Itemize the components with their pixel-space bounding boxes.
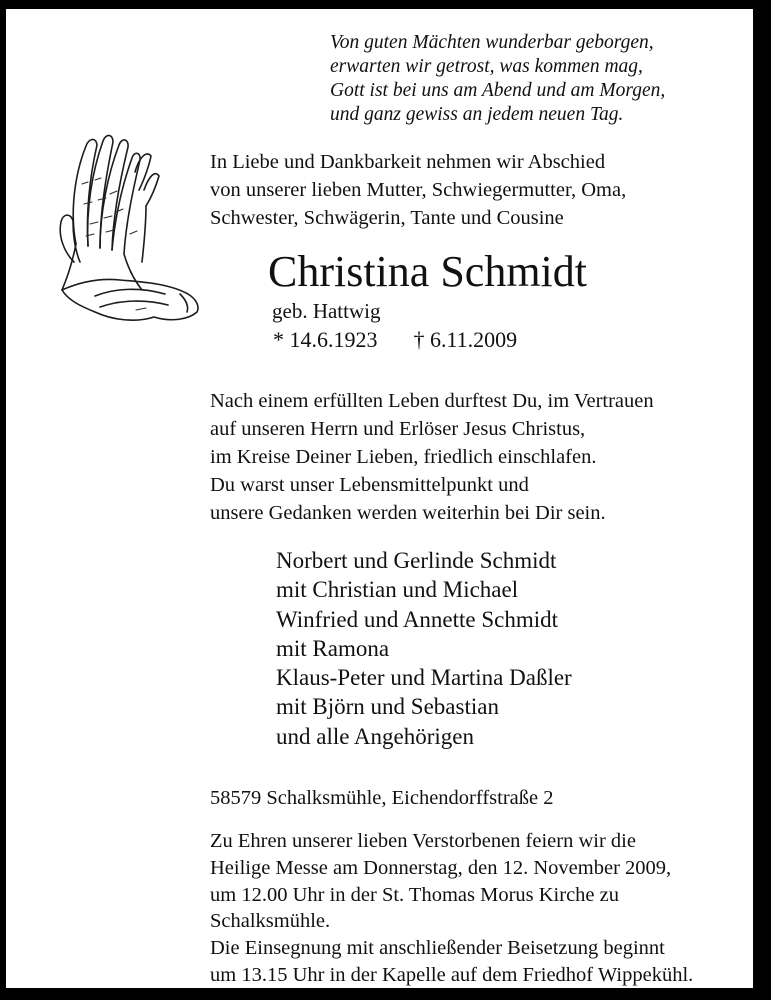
deceased-name: Christina Schmidt: [268, 247, 587, 296]
verse-line: erwarten wir getrost, was kommen mag,: [330, 56, 643, 77]
mourner-line: mit Björn und Sebastian: [276, 694, 499, 720]
intro-line: In Liebe und Dankbarkeit nehmen wir Abschied: [210, 151, 606, 173]
intro-text: [210, 148, 626, 232]
service-line: Zu Ehren unserer lieben Verstorbenen feiern wir die: [210, 830, 636, 852]
praying-hands-illustration: [40, 114, 212, 332]
service-line: Heilige Messe am Donnerstag, den 12. November 2009,: [210, 856, 672, 879]
praying-hands-icon: [40, 114, 212, 332]
verse-line: und ganz gewiss an jedem neuen Tag.: [330, 104, 624, 125]
tribute-paragraph-1: [210, 387, 654, 471]
intro-line: von unserer lieben Mutter, Schwiegermutter, Oma,: [210, 179, 627, 201]
tribute-line: unsere Gedanken werden weiterhin bei Dir sein.: [210, 502, 606, 524]
mourner-line: und alle Angehörigen: [276, 723, 475, 749]
tribute-paragraph-2: [210, 471, 606, 527]
service-line: um 12.00 Uhr in der St. Thomas Morus Kirche zu: [210, 883, 619, 906]
mourner-line: Winfried und Annette Schmidt: [276, 606, 559, 632]
mourner-line: mit Christian und Michael: [276, 577, 519, 603]
life-dates: [273, 327, 517, 353]
opening-verse: [330, 31, 665, 127]
service-details: [210, 828, 693, 989]
service-line: Die Einsegnung mit anschließender Beisetzung beginnt: [210, 937, 665, 960]
tribute-line: Nach einem erfüllten Leben durftest Du, im Vertrauen: [210, 390, 654, 412]
birth-date: * 14.6.1923: [273, 327, 378, 352]
service-line: Schalksmühle.: [210, 910, 331, 933]
death-date: † 6.11.2009: [413, 327, 518, 352]
service-line: um 13.15 Uhr in der Kapelle auf dem Friedhof Wippekühl.: [210, 963, 694, 986]
intro-line: Schwester, Schwägerin, Tante und Cousine: [210, 207, 564, 229]
verse-line: Von guten Mächten wunderbar geborgen,: [330, 32, 654, 53]
tribute-line: auf unseren Herrn und Erlöser Jesus Christus,: [210, 418, 586, 440]
tribute-line: Du warst unser Lebensmittelpunkt und: [210, 474, 529, 496]
mourners-list: [276, 546, 572, 751]
verse-line: Gott ist bei uns am Abend und am Morgen,: [330, 80, 666, 101]
tribute-line: im Kreise Deiner Lieben, friedlich einschlafen.: [210, 446, 597, 468]
address-line: 58579 Schalksmühle, Eichendorffstraße 2: [210, 787, 554, 809]
mourner-line: Norbert und Gerlinde Schmidt: [276, 548, 557, 573]
maiden-name: geb. Hattwig: [272, 299, 381, 323]
mourner-line: mit Ramona: [276, 635, 390, 661]
mourner-line: Klaus-Peter und Martina Daßler: [276, 665, 572, 691]
